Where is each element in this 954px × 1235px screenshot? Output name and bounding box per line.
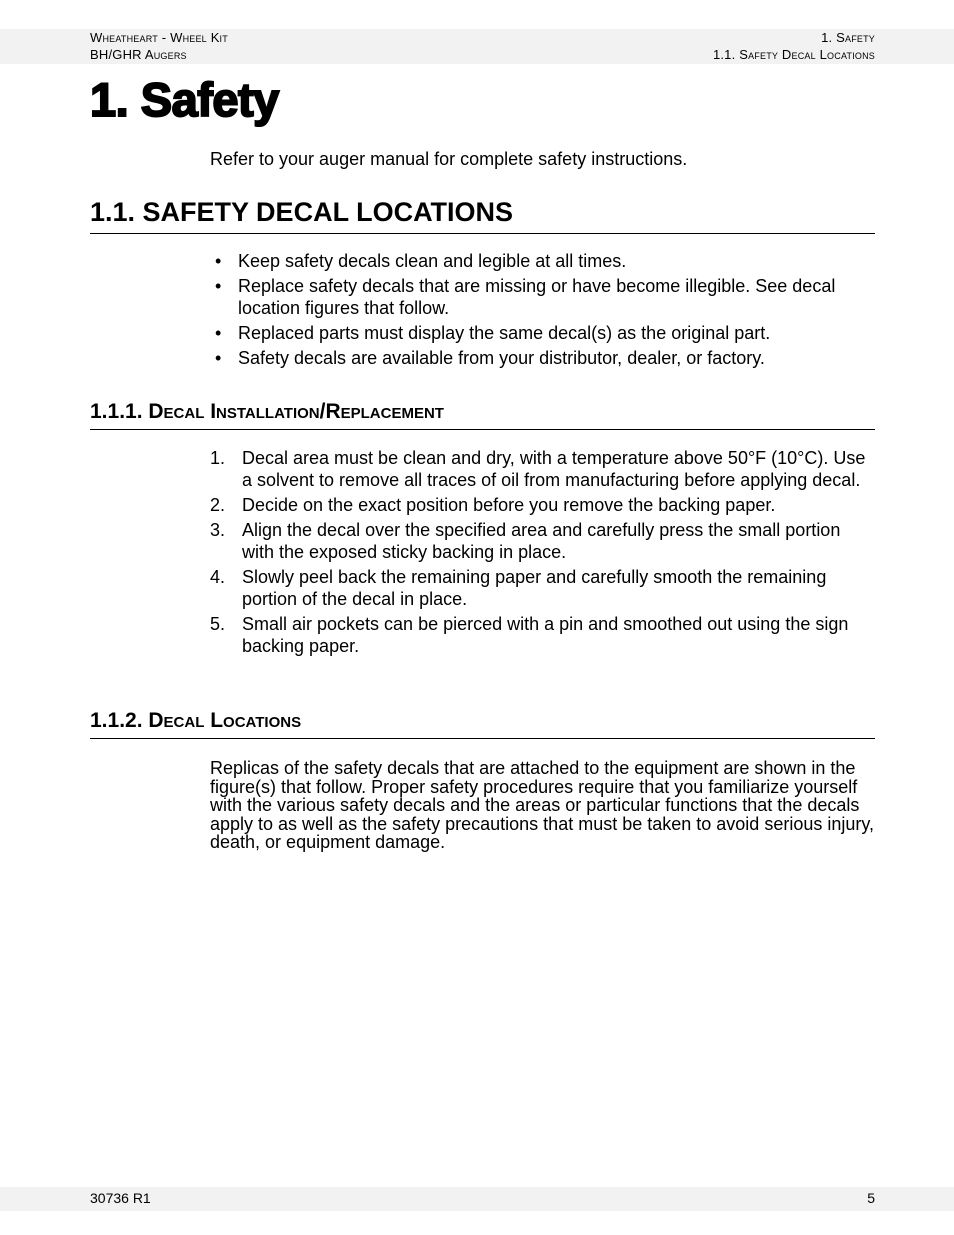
- step-text: Decide on the exact position before you remove the backing paper.: [242, 495, 776, 515]
- list-item: [210, 613, 875, 657]
- header-product-subtitle: BH/GHR Augers: [90, 47, 187, 62]
- step-number: 4.: [210, 567, 226, 587]
- header-left: [90, 29, 228, 63]
- step-text: Slowly peel back the remaining paper and carefully smooth the remaining portion of the decal in place.: [242, 567, 827, 609]
- page-header: [0, 29, 954, 64]
- installation-steps-list: [210, 447, 875, 660]
- step-number: 5.: [210, 614, 226, 634]
- subsection-heading-installation: 1.1.1. Decal Installation/Replacement: [90, 399, 875, 430]
- bullet-symbol: •: [215, 348, 222, 368]
- section-heading-decal-locations: 1.1. SAFETY DECAL LOCATIONS: [90, 196, 875, 234]
- list-item-text: Replaced parts must display the same decal(s) as the original part.: [238, 323, 771, 343]
- page-footer: [0, 1187, 954, 1211]
- list-item-text: Replace safety decals that are missing or have become illegible. See decal location figures that follow.: [238, 276, 836, 318]
- list-item: [215, 275, 875, 319]
- list-item: [215, 250, 875, 272]
- page-number: 5: [867, 1190, 875, 1206]
- subsection-heading-decal-locations: 1.1.2. Decal Locations: [90, 708, 875, 739]
- list-item-text: Safety decals are available from your distributor, dealer, or factory.: [238, 348, 765, 368]
- list-item: [210, 494, 875, 516]
- header-chapter: 1. Safety: [821, 30, 875, 45]
- bullet-symbol: •: [215, 276, 222, 296]
- intro-paragraph: Refer to your auger manual for complete safety instructions.: [210, 149, 688, 169]
- chapter-title: 1. Safety: [90, 73, 279, 126]
- list-item: [210, 566, 875, 610]
- step-text: Align the decal over the specified area and carefully press the small portion with the exposed sticky backing in place.: [242, 520, 841, 562]
- header-product-title: Wheatheart - Wheel Kit: [90, 30, 228, 45]
- header-right: [713, 29, 875, 63]
- step-number: 2.: [210, 495, 226, 515]
- step-text: Small air pockets can be pierced with a pin and smoothed out using the sign backing paper.: [242, 614, 849, 656]
- list-item: [215, 322, 875, 344]
- list-item: [210, 447, 875, 491]
- list-item: [215, 347, 875, 369]
- header-section: 1.1. Safety Decal Locations: [712, 47, 875, 62]
- list-item: [210, 519, 875, 563]
- step-number: 1.: [210, 448, 226, 468]
- safety-decal-bullet-list: [215, 250, 875, 372]
- step-number: 3.: [210, 520, 226, 540]
- bullet-symbol: •: [215, 251, 222, 271]
- document-number: 30736 R1: [90, 1190, 151, 1206]
- bullet-symbol: •: [215, 323, 222, 343]
- list-item-text: Keep safety decals clean and legible at all times.: [238, 251, 627, 271]
- decal-locations-paragraph: Replicas of the safety decals that are attached to the equipment are shown in the figure(s) that follow. Proper safety procedures require that you familiarize yourself with the various safety decals and the areas or particular functions that the decals apply to as well as the safety precautions that must be taken to avoid serious injury, death, or equipment damage.: [210, 758, 875, 852]
- step-text: Decal area must be clean and dry, with a temperature above 50°F (10°C). Use a solvent to remove all traces of oil from manufacturing before applying decal.: [242, 448, 866, 490]
